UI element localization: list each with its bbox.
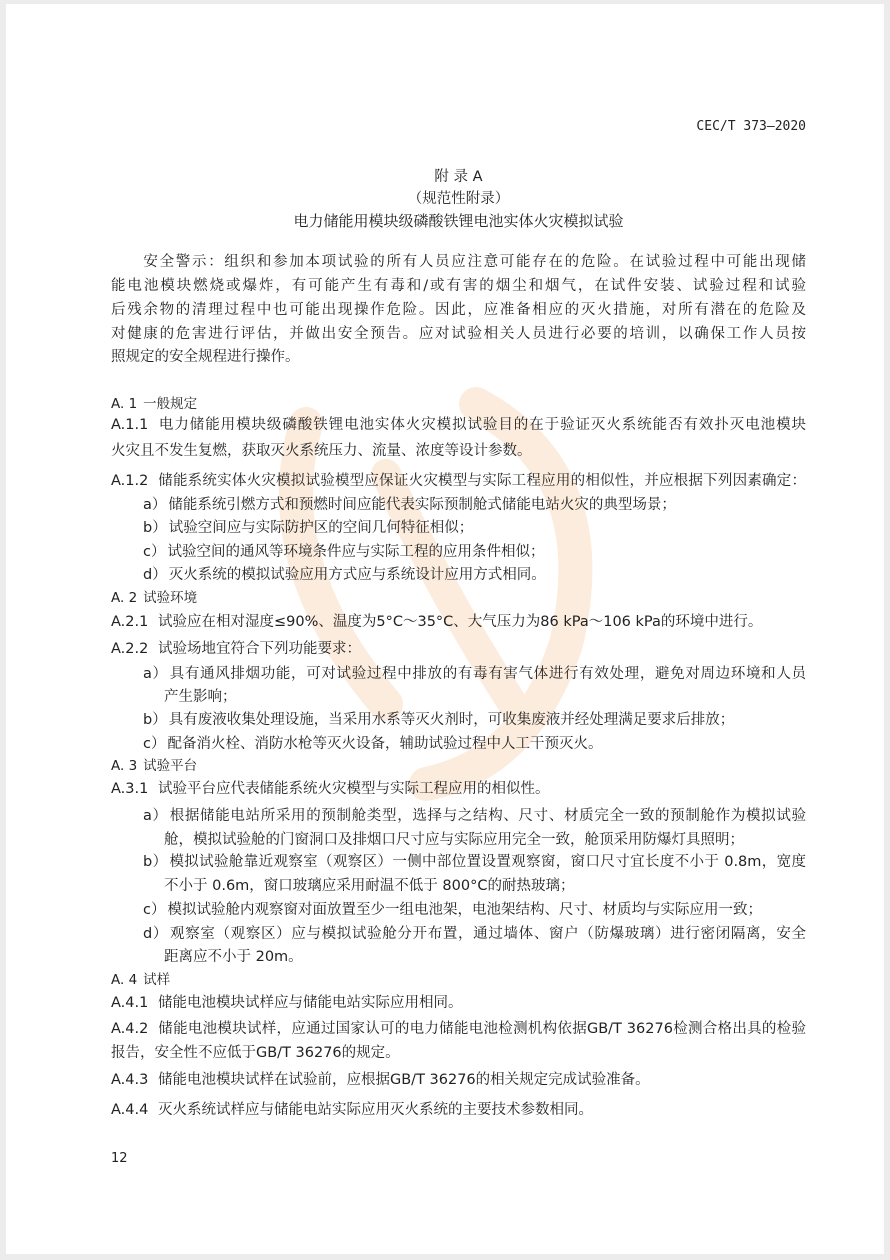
clause-number: c） <box>143 736 166 752</box>
clause-number: A.4.3 <box>111 1072 149 1088</box>
clause-text: 储能系统引燃方式和预燃时间应能代表实际预制舱式储能电站火灾的典型场景； <box>168 497 676 513</box>
clause-text: 储能电池模块试样，应通过国家认可的电力储能电池检测机构依据GB/T 36276检测合格出具的检验 <box>158 1021 806 1037</box>
clause <box>111 1100 806 1120</box>
list-item <box>143 734 806 754</box>
clause-number: A.4.4 <box>111 1102 149 1118</box>
warning-line: 能电池模块燃烧或爆炸，有可能产生有毒和/或有害的烟尘和烟气，在试件安装、试验过程和试验 <box>111 278 806 294</box>
clause-number: d） <box>143 926 169 942</box>
warning-line: 后残余物的清理过程中也可能出现操作危险。因此，应准备相应的灭火措施，对所有潜在的危险及 <box>111 302 806 318</box>
appendix-type: （规范性附录） <box>407 191 510 207</box>
clause-number: A. 4 <box>111 972 138 988</box>
clause-text: 模拟试验舱靠近观察室（观察区）一侧中部位置设置观察窗，窗口尺寸宜长度不小于 0.8m，宽度 <box>169 854 806 870</box>
clause-number: A.4.2 <box>111 1021 149 1037</box>
clause <box>111 993 806 1013</box>
clause-number: A.1.2 <box>111 473 149 489</box>
clause-number: A. 2 <box>111 590 138 606</box>
list-item <box>143 852 806 872</box>
section-heading <box>111 970 806 990</box>
clause <box>111 612 806 632</box>
list-item <box>143 806 806 826</box>
warning-line: 对健康的危害进行评估，并做出安全预告。应对试验相关人员进行必要的培训，以确保工作人员按 <box>111 326 806 342</box>
clause-continuation <box>164 687 806 707</box>
clause-text: 舱，模拟试验舱的门窗洞口及排烟口尺寸应与实际应用完全一致，舱顶采用防爆灯具照明； <box>164 832 744 848</box>
list-item <box>143 664 806 684</box>
clause-text: 不小于 0.6m，窗口玻璃应采用耐温不低于 800°C的耐热玻璃； <box>164 878 575 894</box>
clause-number: d） <box>143 567 167 583</box>
clause-number: A.4.1 <box>111 995 149 1011</box>
appendix-label: 附 录 A <box>434 169 483 185</box>
clause-continuation <box>164 830 806 850</box>
section-heading <box>111 756 806 776</box>
list-item <box>143 565 806 585</box>
clause-text: 试验平台 <box>143 758 198 774</box>
clause-number: c） <box>143 902 166 918</box>
list-item <box>143 900 806 920</box>
clause-text: 根据储能电站所采用的预制舱类型，选择与之结构、尺寸、材质完全一致的预制舱作为模拟试验 <box>169 808 806 824</box>
clause-number: A.3.1 <box>111 781 149 797</box>
clause-number: A.2.1 <box>111 614 149 630</box>
clause-number: b） <box>143 854 168 870</box>
clause <box>111 415 806 435</box>
clause-number: b） <box>143 520 167 536</box>
clause-number: b） <box>143 712 167 728</box>
clause-continuation <box>164 876 806 896</box>
clause-text: 试验平台应代表储能系统火灾模型与实际工程应用的相似性。 <box>158 781 550 797</box>
list-item <box>143 495 806 515</box>
standard-code: CEC/T 373—2020 <box>696 119 806 134</box>
clause-text: 配备消火栓、消防水枪等灭火设备，辅助试验过程中人工干预灭火。 <box>167 736 603 752</box>
page-number: 12 <box>111 1151 128 1166</box>
clause-number: A.2.2 <box>111 641 149 657</box>
list-item <box>143 924 806 944</box>
clause-text: 报告，安全性不应低于GB/T 36276的规定。 <box>111 1045 400 1061</box>
list-item <box>143 518 806 538</box>
clause-number: c） <box>143 544 166 560</box>
clause-text: 具有通风排烟功能，可对试验过程中排放的有毒有害气体进行有效处理，避免对周边环境和人员 <box>169 666 806 682</box>
clause <box>111 639 806 659</box>
clause-number: a） <box>143 497 167 513</box>
appendix-title: 电力储能用模块级磷酸铁锂电池实体火灾模拟试验 <box>293 212 624 230</box>
clause-text: 模拟试验舱内观察窗对面放置至少一组电池架，电池架结构、尺寸、材质均与实际应用一致； <box>167 902 762 918</box>
clause-number: a） <box>143 808 168 824</box>
clause-number: A. 3 <box>111 758 138 774</box>
clause-continuation <box>111 1043 806 1063</box>
clause-text: 火灾且不发生复燃，获取灭火系统压力、流量、浓度等设计参数。 <box>111 443 532 459</box>
clause-text: 电力储能用模块级磷酸铁锂电池实体火灾模拟试验目的在于验证灭火系统能否有效扑灭电池模块 <box>158 417 806 433</box>
warning-line: 照规定的安全规程进行操作。 <box>111 349 300 365</box>
clause-number: A. 1 <box>111 396 138 412</box>
clause-text: 试验环境 <box>143 590 198 606</box>
clause-text: 灭火系统的模拟试验应用方式应与系统设计应用方式相同。 <box>168 567 546 583</box>
clause <box>111 1019 806 1039</box>
clause-text: 观察室（观察区）应与模拟试验舱分开布置，通过墙体、窗户（防爆玻璃）进行密闭隔离，安全 <box>170 926 806 942</box>
clause-number: A.1.1 <box>111 417 149 433</box>
list-item <box>143 710 806 730</box>
clause <box>111 779 806 799</box>
list-item <box>143 542 806 562</box>
section-heading <box>111 394 806 414</box>
clause-continuation <box>111 441 806 461</box>
warning-line: 安全警示：组织和参加本项试验的所有人员应注意可能存在的危险。在试验过程中可能出现储 <box>111 254 806 270</box>
clause-text: 储能系统实体火灾模拟试验模型应保证火灾模型与实际工程应用的相似性，并应根据下列因素确定： <box>158 473 806 489</box>
clause <box>111 471 806 491</box>
document-page <box>6 4 884 1254</box>
clause-number: a） <box>143 666 168 682</box>
clause-text: 试验空间的通风等环境条件应与实际工程的应用条件相似； <box>167 544 545 560</box>
clause-text: 距离应不小于 20m。 <box>164 949 303 965</box>
clause-text: 试验应在相对湿度≤90%、温度为5°C～35°C、大气压力为86 kPa～106 kPa的环境中进行。 <box>158 614 763 630</box>
clause-text: 储能电池模块试样在试验前，应根据GB/T 36276的相关规定完成试验准备。 <box>158 1072 650 1088</box>
clause-text: 试验空间应与实际防护区的空间几何特征相似； <box>168 520 474 536</box>
clause-text: 产生影响； <box>164 689 237 705</box>
clause-text: 试验场地宜符合下列功能要求： <box>158 641 361 657</box>
clause-text: 试样 <box>143 972 171 988</box>
clause-text: 一般规定 <box>143 396 198 412</box>
clause-text: 储能电池模块试样应与储能电站实际应用相同。 <box>158 995 463 1011</box>
clause-text: 灭火系统试样应与储能电站实际应用灭火系统的主要技术参数相同。 <box>158 1102 593 1118</box>
clause-text: 具有废液收集处理设施，当采用水系等灭火剂时，可收集废液并经处理满足要求后排放； <box>168 712 735 728</box>
clause <box>111 1070 806 1090</box>
clause-continuation <box>164 947 806 967</box>
section-heading <box>111 588 806 608</box>
